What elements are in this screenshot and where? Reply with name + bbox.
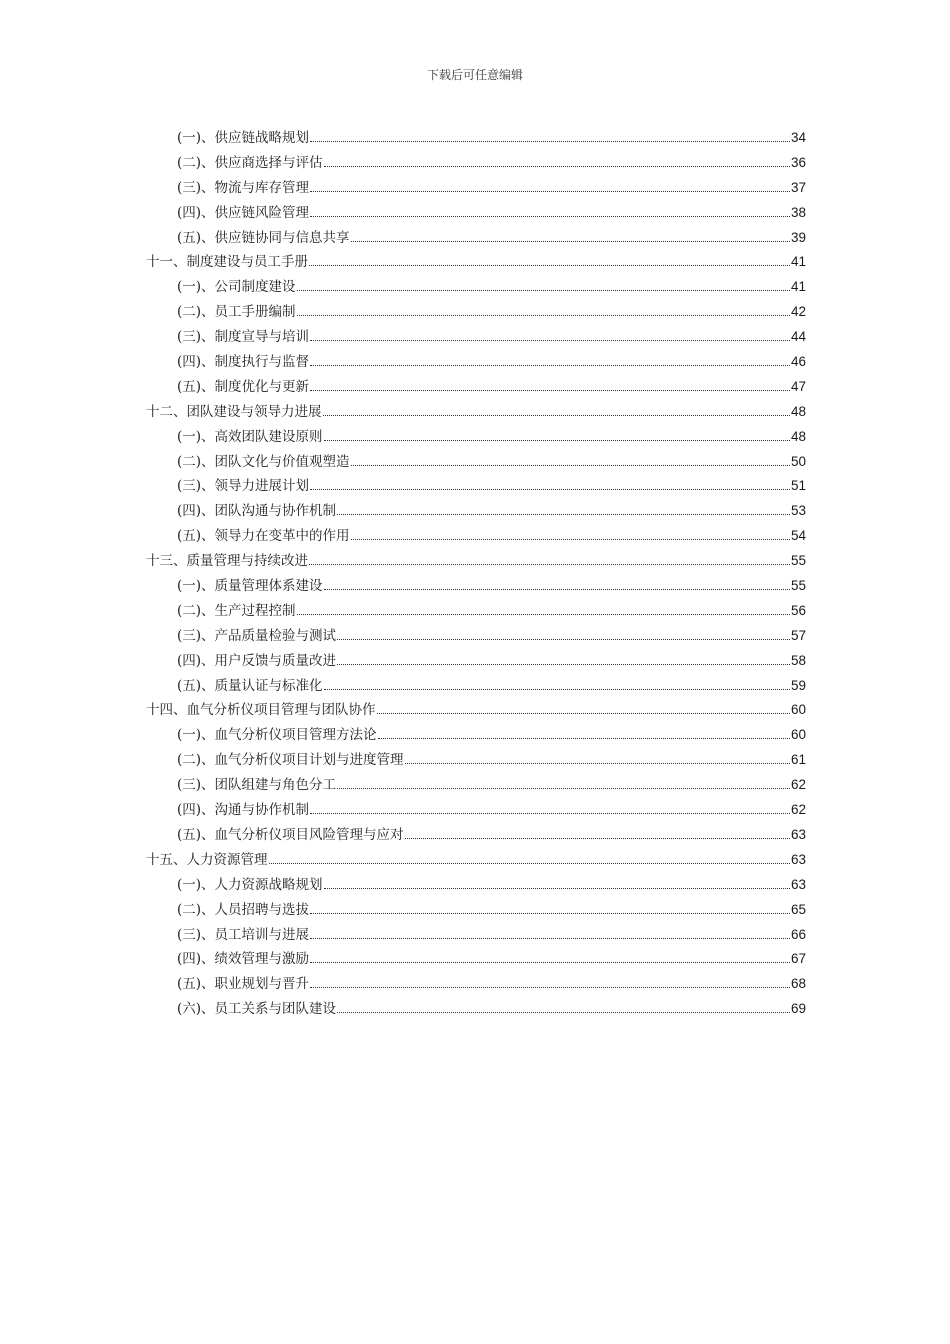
toc-entry-title: (二)、员工手册编制: [177, 304, 296, 321]
toc-section-entry[interactable]: [146, 499, 806, 524]
toc-entry-title: (三)、产品质量检验与测试: [177, 627, 337, 644]
toc-page-number: 38: [790, 204, 806, 220]
toc-entry-title: (六)、员工关系与团队建设: [177, 1001, 337, 1018]
toc-page-number: 68: [790, 976, 806, 992]
toc-chapter-entry[interactable]: [146, 698, 806, 723]
toc-section-entry[interactable]: [146, 450, 806, 475]
toc-dot-leader: [324, 589, 790, 590]
toc-entry-title: (四)、绩效管理与激励: [177, 951, 310, 968]
toc-dot-leader: [310, 813, 790, 814]
toc-chapter-entry[interactable]: [146, 400, 806, 425]
toc-entry-title: (五)、质量认证与标准化: [177, 677, 323, 694]
toc-entry-title: (三)、制度宣导与培训: [177, 329, 310, 346]
toc-page-number: 63: [790, 851, 806, 867]
toc-entry-title: (五)、制度优化与更新: [177, 378, 310, 395]
toc-dot-leader: [377, 713, 790, 714]
toc-entry-title: (一)、血气分析仪项目管理方法论: [177, 727, 377, 744]
toc-dot-leader: [337, 664, 790, 665]
toc-entry-title: (五)、职业规划与晋升: [177, 976, 310, 993]
toc-entry-title: (三)、物流与库存管理: [177, 179, 310, 196]
toc-dot-leader: [324, 888, 790, 889]
toc-section-entry[interactable]: [146, 674, 806, 699]
toc-page-number: 42: [790, 304, 806, 320]
toc-entry-title: (一)、公司制度建设: [177, 279, 296, 296]
toc-section-entry[interactable]: [146, 624, 806, 649]
toc-dot-leader: [310, 390, 790, 391]
toc-section-entry[interactable]: [146, 873, 806, 898]
toc-section-entry[interactable]: [146, 823, 806, 848]
toc-dot-leader: [337, 1012, 790, 1013]
toc-dot-leader: [324, 689, 790, 690]
toc-page-number: 36: [790, 154, 806, 170]
toc-section-entry[interactable]: [146, 599, 806, 624]
toc-dot-leader: [310, 191, 790, 192]
toc-section-entry[interactable]: [146, 773, 806, 798]
toc-dot-leader: [405, 763, 790, 764]
toc-page-number: 41: [790, 254, 806, 270]
toc-dot-leader: [310, 938, 790, 939]
toc-page-number: 58: [790, 652, 806, 668]
toc-page-number: 59: [790, 677, 806, 693]
toc-section-entry[interactable]: [146, 201, 806, 226]
toc-section-entry[interactable]: [146, 474, 806, 499]
toc-section-entry[interactable]: [146, 151, 806, 176]
toc-dot-leader: [297, 315, 790, 316]
toc-page-number: 37: [790, 179, 806, 195]
toc-entry-title: 十一、制度建设与员工手册: [146, 254, 308, 271]
toc-entry-title: 十五、人力资源管理: [146, 851, 268, 868]
toc-page-number: 63: [790, 876, 806, 892]
toc-page-number: 62: [790, 777, 806, 793]
toc-dot-leader: [323, 415, 790, 416]
toc-dot-leader: [351, 539, 790, 540]
toc-section-entry[interactable]: [146, 176, 806, 201]
toc-section-entry[interactable]: [146, 375, 806, 400]
toc-page-number: 39: [790, 229, 806, 245]
toc-dot-leader: [310, 913, 790, 914]
toc-entry-title: (一)、人力资源战略规划: [177, 876, 323, 893]
toc-section-entry[interactable]: [146, 350, 806, 375]
toc-section-entry[interactable]: [146, 574, 806, 599]
toc-section-entry[interactable]: [146, 649, 806, 674]
toc-entry-title: (四)、用户反馈与质量改进: [177, 652, 337, 669]
toc-page-number: 48: [790, 428, 806, 444]
toc-chapter-entry[interactable]: [146, 549, 806, 574]
toc-dot-leader: [324, 166, 790, 167]
toc-dot-leader: [310, 216, 790, 217]
toc-dot-leader: [378, 738, 790, 739]
toc-page-number: 65: [790, 901, 806, 917]
toc-page-number: 63: [790, 826, 806, 842]
toc-entry-title: 十三、质量管理与持续改进: [146, 553, 308, 570]
toc-dot-leader: [309, 564, 790, 565]
toc-dot-leader: [351, 241, 790, 242]
toc-section-entry[interactable]: [146, 997, 806, 1022]
toc-entry-title: (三)、领导力进展计划: [177, 478, 310, 495]
toc-section-entry[interactable]: [146, 126, 806, 151]
toc-page-number: 47: [790, 378, 806, 394]
toc-page-number: 55: [790, 578, 806, 594]
toc-entry-title: (一)、高效团队建设原则: [177, 428, 323, 445]
toc-page-number: 62: [790, 802, 806, 818]
toc-page-number: 55: [790, 553, 806, 569]
toc-page-number: 61: [790, 752, 806, 768]
toc-section-entry[interactable]: [146, 325, 806, 350]
toc-page-number: 57: [790, 627, 806, 643]
toc-section-entry[interactable]: [146, 226, 806, 251]
toc-dot-leader: [310, 340, 790, 341]
toc-dot-leader: [297, 290, 790, 291]
toc-section-entry[interactable]: [146, 898, 806, 923]
toc-entry-title: (五)、供应链协同与信息共享: [177, 229, 350, 246]
toc-dot-leader: [269, 863, 790, 864]
toc-dot-leader: [324, 440, 790, 441]
toc-dot-leader: [310, 489, 790, 490]
toc-section-entry[interactable]: [146, 300, 806, 325]
toc-page-number: 56: [790, 602, 806, 618]
toc-page-number: 34: [790, 130, 806, 145]
toc-page-number: 53: [790, 503, 806, 519]
toc-page-number: 69: [790, 1001, 806, 1017]
toc-chapter-entry[interactable]: [146, 250, 806, 275]
toc-entry-title: 十二、团队建设与领导力进展: [146, 403, 322, 420]
toc-entry-title: (三)、员工培训与进展: [177, 926, 310, 943]
toc-dot-leader: [310, 962, 790, 963]
toc-page-number: 60: [790, 727, 806, 743]
toc-page-number: 48: [790, 403, 806, 419]
toc-page-number: 50: [790, 453, 806, 469]
toc-section-entry[interactable]: [146, 275, 806, 300]
toc-entry-title: (四)、供应链风险管理: [177, 204, 310, 221]
toc-page-number: 60: [790, 702, 806, 718]
page-header: 下载后可任意编辑: [426, 68, 523, 82]
toc-dot-leader: [297, 614, 790, 615]
toc-entry-title: (三)、团队组建与角色分工: [177, 777, 337, 794]
toc-section-entry[interactable]: [146, 524, 806, 549]
toc-entry-title: (四)、团队沟通与协作机制: [177, 503, 337, 520]
toc-entry-title: (二)、团队文化与价值观塑造: [177, 453, 350, 470]
toc-section-entry[interactable]: [146, 972, 806, 997]
toc-page-number: 46: [790, 354, 806, 370]
toc-section-entry[interactable]: [146, 947, 806, 972]
toc-chapter-entry[interactable]: [146, 848, 806, 873]
toc-dot-leader: [337, 788, 790, 789]
toc-dot-leader: [337, 514, 790, 515]
toc-entry-title: (二)、血气分析仪项目计划与进度管理: [177, 752, 404, 769]
toc-page-number: 51: [790, 478, 806, 494]
toc-entry-title: (四)、沟通与协作机制: [177, 802, 310, 819]
toc-dot-leader: [351, 465, 790, 466]
toc-page-number: 41: [790, 279, 806, 295]
toc-entry-title: (五)、血气分析仪项目风险管理与应对: [177, 826, 404, 843]
toc-entry-title: (二)、供应商选择与评估: [177, 154, 323, 171]
toc-page-number: 66: [790, 926, 806, 942]
toc-entry-title: (二)、人员招聘与选拔: [177, 901, 310, 918]
toc-dot-leader: [310, 141, 790, 142]
toc-section-entry[interactable]: [146, 748, 806, 773]
toc-page-number: 54: [790, 528, 806, 544]
toc-entry-title: (一)、质量管理体系建设: [177, 578, 323, 595]
toc-dot-leader: [310, 365, 790, 366]
toc-section-entry[interactable]: [146, 723, 806, 748]
toc-page-number: 67: [790, 951, 806, 967]
toc-entry-title: 十四、血气分析仪项目管理与团队协作: [146, 702, 376, 719]
toc-dot-leader: [337, 639, 790, 640]
toc-dot-leader: [405, 838, 790, 839]
toc-section-entry[interactable]: [146, 923, 806, 948]
toc-section-entry[interactable]: [146, 425, 806, 450]
toc-entry-title: (五)、领导力在变革中的作用: [177, 528, 350, 545]
toc-entry-title: (四)、制度执行与监督: [177, 354, 310, 371]
toc-entry-title: (一)、供应链战略规划: [177, 130, 310, 146]
toc-dot-leader: [310, 987, 790, 988]
toc-section-entry[interactable]: [146, 798, 806, 823]
toc-dot-leader: [309, 265, 790, 266]
table-of-contents: [146, 126, 806, 1022]
toc-entry-title: (二)、生产过程控制: [177, 602, 296, 619]
toc-page-number: 44: [790, 329, 806, 345]
